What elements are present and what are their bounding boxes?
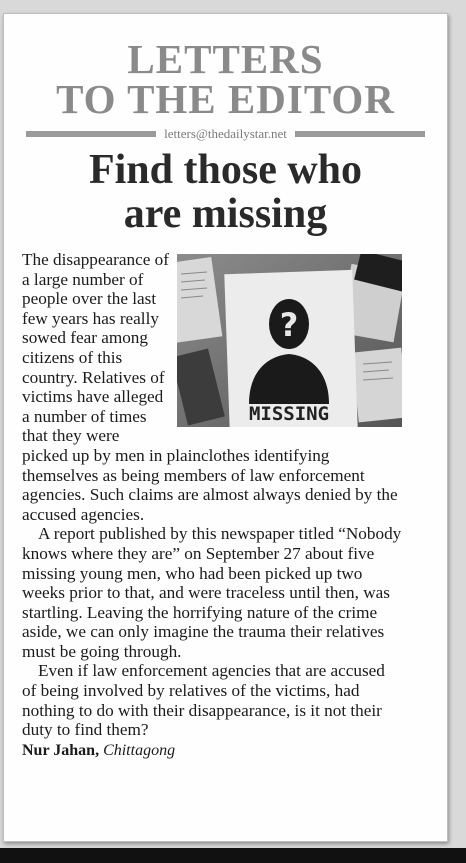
headline-line1: Find those who bbox=[88, 147, 363, 193]
editor-email: letters@thedailystar.net bbox=[164, 126, 287, 141]
author-location: Chittagong bbox=[103, 741, 176, 759]
section-title-line1: LETTERS bbox=[127, 36, 324, 82]
svg-text:?: ? bbox=[279, 306, 299, 344]
headline-line2: are missing bbox=[123, 191, 328, 237]
missing-stamp-text: MISSING bbox=[248, 403, 330, 425]
letter-clipping bbox=[3, 13, 448, 842]
letter-body bbox=[22, 250, 402, 760]
letter-headline bbox=[4, 148, 447, 236]
paragraph-1: The disappearance of a large number of people over the last few years has really sowed fear among citizens of this country. Relatives of victims have alleged a number of times that they were picked up by men in plainclothes identifying themselves as being members of law enforcement agencies. Such claims are almost always denied by the accused agencies. bbox=[22, 250, 398, 524]
author-name: Nur Jahan, bbox=[22, 741, 100, 759]
missing-person-photo bbox=[177, 254, 402, 427]
signature bbox=[22, 742, 402, 760]
section-title bbox=[4, 36, 447, 122]
email-row bbox=[26, 126, 425, 142]
section-title-line2: TO THE EDITOR bbox=[56, 76, 395, 122]
paragraph-2: A report published by this newspaper titled “Nobody knows where they are” on September 27 about five missing young men, who had been picked up two weeks prior to that, and were traceless until then, was startling. Leaving the horrifying nature of the crime aside, we can only imagine the trauma their relatives must be going through. bbox=[22, 524, 402, 661]
bottom-edge bbox=[0, 848, 466, 863]
paragraph-3: Even if law enforcement agencies that are accused of being involved by relatives of the victims, had nothing to do with their disappearance, is it not their duty to find them? bbox=[22, 661, 385, 740]
divider-right bbox=[295, 131, 425, 137]
divider-left bbox=[26, 131, 156, 137]
missing-poster-illustration bbox=[177, 254, 402, 427]
